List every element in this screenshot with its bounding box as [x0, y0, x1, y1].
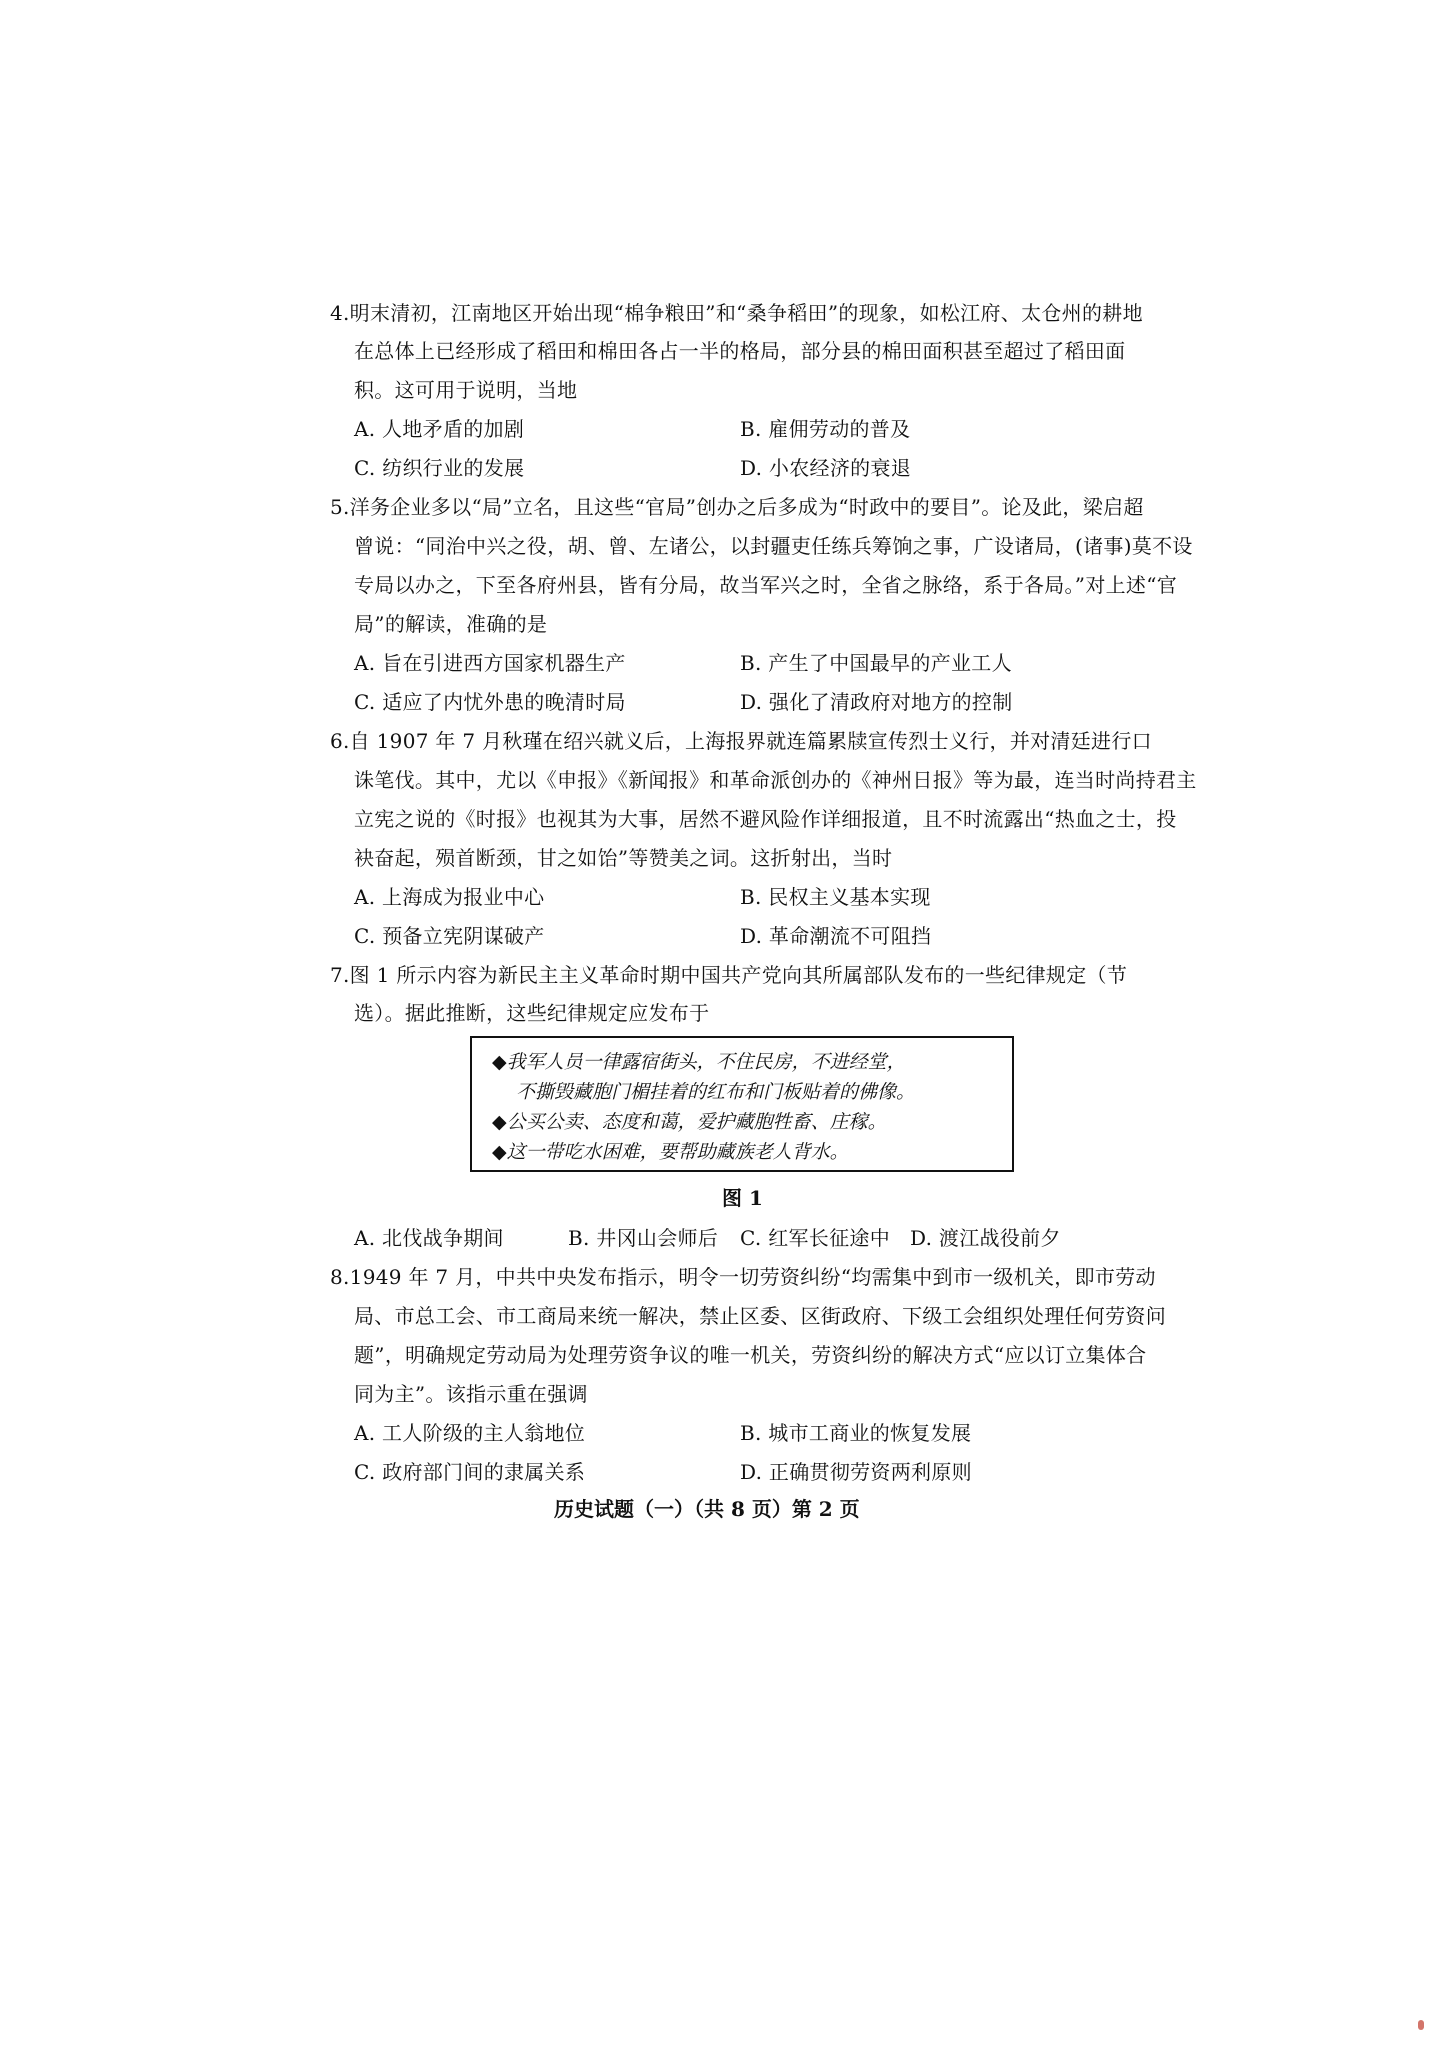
question-4-option-c: C. 纺织行业的发展	[354, 456, 525, 480]
question-4-line-3: 积。这可用于说明，当地	[354, 378, 578, 402]
question-6-line-1: 6.自 1907 年 7 月秋瑾在绍兴就义后，上海报界就连篇累牍宣传烈士义行，并对清廷进行口	[330, 729, 1152, 753]
question-5-line-4: 局”的解读，准确的是	[354, 612, 548, 636]
question-8-line-2: 局、市总工会、市工商局来统一解决，禁止区委、区街政府、下级工会组织处理任何劳资问	[354, 1304, 1166, 1328]
question-8-line-1: 8.1949 年 7 月，中共中央发布指示，明令一切劳资纠纷“均需集中到市一级机关，即市劳动	[330, 1265, 1156, 1289]
page-footer: 历史试题（一）（共 8 页）第 2 页	[554, 1497, 860, 1521]
question-4-option-d: D. 小农经济的衰退	[740, 456, 912, 480]
question-7-option-b: B. 井冈山会师后	[568, 1226, 719, 1250]
question-5-option-b: B. 产生了中国最早的产业工人	[740, 651, 1012, 675]
question-6-line-2: 诛笔伐。其中，尤以《申报》《新闻报》和革命派创办的《神州日报》等为最，连当时尚持君主	[354, 768, 1197, 792]
figure-1-box	[470, 1036, 1014, 1172]
question-5-option-a: A. 旨在引进西方国家机器生产	[354, 651, 626, 675]
question-4-option-a: A. 人地矛盾的加剧	[354, 417, 525, 441]
question-6-option-d: D. 革命潮流不可阻挡	[740, 924, 932, 948]
question-7-line-2: 选）。据此推断，这些纪律规定应发布于	[354, 1001, 710, 1025]
figure-1-line-2: 不撕毁藏胞门楣挂着的红布和门板贴着的佛像。	[516, 1081, 916, 1103]
question-6-option-c: C. 预备立宪阴谋破产	[354, 924, 545, 948]
figure-1-caption: 图 1	[722, 1186, 763, 1210]
figure-1-line-3: ◆公买公卖、态度和蔼，爱护藏胞牲畜、庄稼。	[492, 1111, 887, 1133]
figure-1-line-1: ◆我军人员一律露宿街头，不住民房，不进经堂，	[492, 1051, 906, 1073]
question-5-option-d: D. 强化了清政府对地方的控制	[740, 690, 1013, 714]
question-4-option-b: B. 雇佣劳动的普及	[740, 417, 911, 441]
scan-mark	[1418, 2020, 1424, 2030]
question-6-option-b: B. 民权主义基本实现	[740, 885, 931, 909]
question-8-option-b: B. 城市工商业的恢复发展	[740, 1421, 972, 1445]
question-7-option-a: A. 北伐战争期间	[354, 1226, 504, 1250]
figure-1-line-4: ◆这一带吃水困难，要帮助藏族老人背水。	[492, 1141, 849, 1163]
question-6-line-3: 立宪之说的《时报》也视其为大事，居然不避风险作详细报道，且不时流露出“热血之士，投	[354, 807, 1177, 831]
question-5-line-3: 专局以办之，下至各府州县，皆有分局，故当军兴之时，全省之脉络，系于各局。”对上述“官	[354, 573, 1178, 597]
question-8-option-c: C. 政府部门间的隶属关系	[354, 1460, 586, 1484]
question-5-line-1: 5.洋务企业多以“局”立名，且这些“官局”创办之后多成为“时政中的要目”。论及此，梁启超	[330, 495, 1144, 519]
question-8-option-a: A. 工人阶级的主人翁地位	[354, 1421, 586, 1445]
question-7-line-1: 7.图 1 所示内容为新民主主义革命时期中国共产党向其所属部队发布的一些纪律规定（节	[330, 963, 1128, 987]
question-4-line-1: 4.明末清初，江南地区开始出现“棉争粮田”和“桑争稻田”的现象，如松江府、太仓州的耕地	[330, 301, 1143, 325]
question-8-line-3: 题”，明确规定劳动局为处理劳资争议的唯一机关，劳资纠纷的解决方式“应以订立集体合	[354, 1343, 1147, 1367]
question-6-line-4: 袂奋起，殒首断颈，甘之如饴”等赞美之词。这折射出，当时	[354, 846, 893, 870]
question-5-line-2: 曾说：“同治中兴之役，胡、曾、左诸公，以封疆吏任练兵筹饷之事，广设诸局，(诸事)莫不设	[354, 534, 1193, 558]
question-7-option-c: C. 红军长征途中	[740, 1226, 891, 1250]
question-4-line-2: 在总体上已经形成了稻田和棉田各占一半的格局，部分县的棉田面积甚至超过了稻田面	[354, 339, 1126, 363]
question-8-option-d: D. 正确贯彻劳资两利原则	[740, 1460, 972, 1484]
question-7-option-d: D. 渡江战役前夕	[910, 1226, 1061, 1250]
question-5-option-c: C. 适应了内忧外患的晚清时局	[354, 690, 626, 714]
question-6-option-a: A. 上海成为报业中心	[354, 885, 545, 909]
question-8-line-4: 同为主”。该指示重在强调	[354, 1382, 588, 1406]
